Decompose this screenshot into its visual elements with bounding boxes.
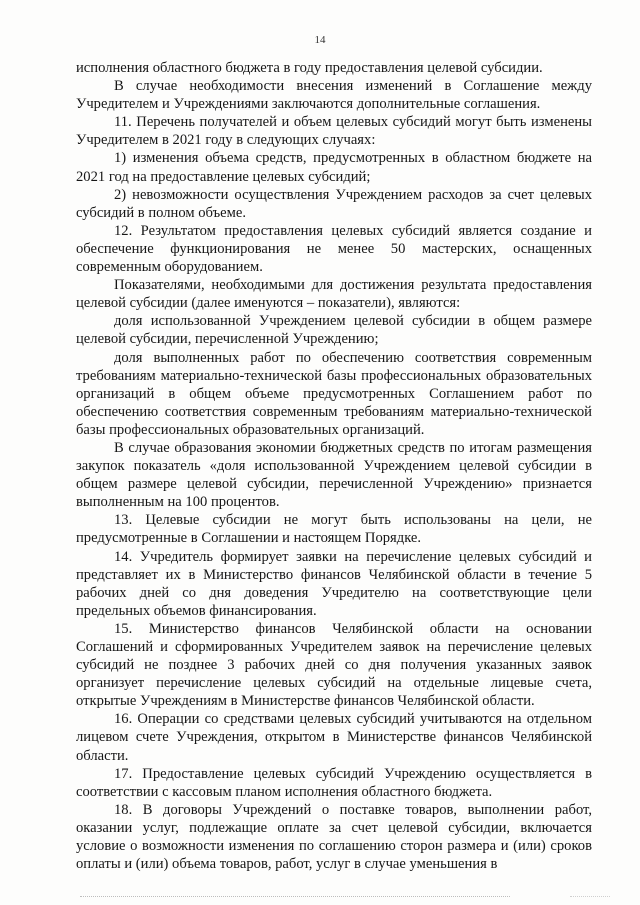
- paragraph-subitem-2: 2) невозможности осуществления Учреждением расходов за счет целевых субсидий в полном объеме.: [76, 186, 592, 221]
- document-body: [76, 59, 592, 873]
- paragraph-item-13: 13. Целевые субсидии не могут быть использованы на цели, не предусмотренные в Соглашении и настоящем Порядке.: [76, 512, 592, 547]
- scan-edge-line: [80, 896, 510, 897]
- paragraph-item-14: 14. Учредитель формирует заявки на перечисление целевых субсидий и представляет их в Министерство финансов Челябинской области в течение 5 рабочих дней со дня доведения Учредителю на соответствующие цели предельных объемов финансирования.: [76, 548, 592, 619]
- scan-edge-line: [570, 896, 610, 897]
- paragraph-indicator: доля использованной Учреждением целевой субсидии в общем размере целевой субсидии, перечисленной Учреждению;: [76, 313, 592, 348]
- paragraph-item-15: 15. Министерство финансов Челябинской области на основании Соглашений и сформированных Учредителем заявок на перечисление целевых субсидий не позднее 3 рабочих дней со дня получения указанных заявок организует перечисление целевых субсидий на отдельные лицевые счета, открытые Учреждениям в Министерстве финансов Челябинской области.: [76, 620, 592, 710]
- paragraph-continuation: исполнения областного бюджета в году предоставления целевой субсидии.: [76, 60, 543, 76]
- page-number: 14: [314, 34, 326, 46]
- paragraph-subitem-1: 1) изменения объема средств, предусмотренных в областном бюджете на 2021 год на предоставление целевых субсидий;: [76, 150, 592, 185]
- paragraph: В случае необходимости внесения изменений в Соглашение между Учредителем и Учреждениями заключаются дополнительные соглашения.: [76, 78, 592, 113]
- paragraph: В случае образования экономии бюджетных средств по итогам размещения закупок показатель «доля использованной Учреждением целевой субсидии в общем размере целевой субсидии, перечисленной Учреждению» признается выполненным на 100 процентов.: [76, 439, 592, 511]
- paragraph-item-11: 11. Перечень получателей и объем целевых субсидий могут быть изменены Учредителем в 2021 году в следующих случаях:: [76, 114, 592, 149]
- paragraph-indicator: доля выполненных работ по обеспечению соответствия современным требованиям материально-технической базы профессиональных образовательных организаций в общем объеме предусмотренных Соглашением работ по обеспечению соответствия современным требованиям материально-технической базы профессиональных образовательных организаций.: [76, 349, 592, 438]
- paragraph-item-12: 12. Результатом предоставления целевых субсидий является создание и обеспечение функционирования не менее 50 мастерских, оснащенных современным оборудованием.: [76, 222, 592, 276]
- paragraph: Показателями, необходимыми для достижения результата предоставления целевой субсидии (далее именуются – показатели), являются:: [76, 277, 592, 312]
- paragraph-item-16: 16. Операции со средствами целевых субсидий учитываются на отдельном лицевом счете Учреждения, открытом в Министерстве финансов Челябинской области.: [76, 711, 592, 764]
- paragraph-item-17: 17. Предоставление целевых субсидий Учреждению осуществляется в соответствии с кассовым планом исполнения областного бюджета.: [76, 765, 592, 800]
- paragraph-item-18: 18. В договоры Учреждений о поставке товаров, выполнении работ, оказании услуг, подлежащие оплате за счет целевой субсидии, включается условие о возможности изменения по соглашению сторон размера и (или) сроков оплаты и (или) объема товаров, работ, услуг в случае уменьшения в: [76, 801, 592, 873]
